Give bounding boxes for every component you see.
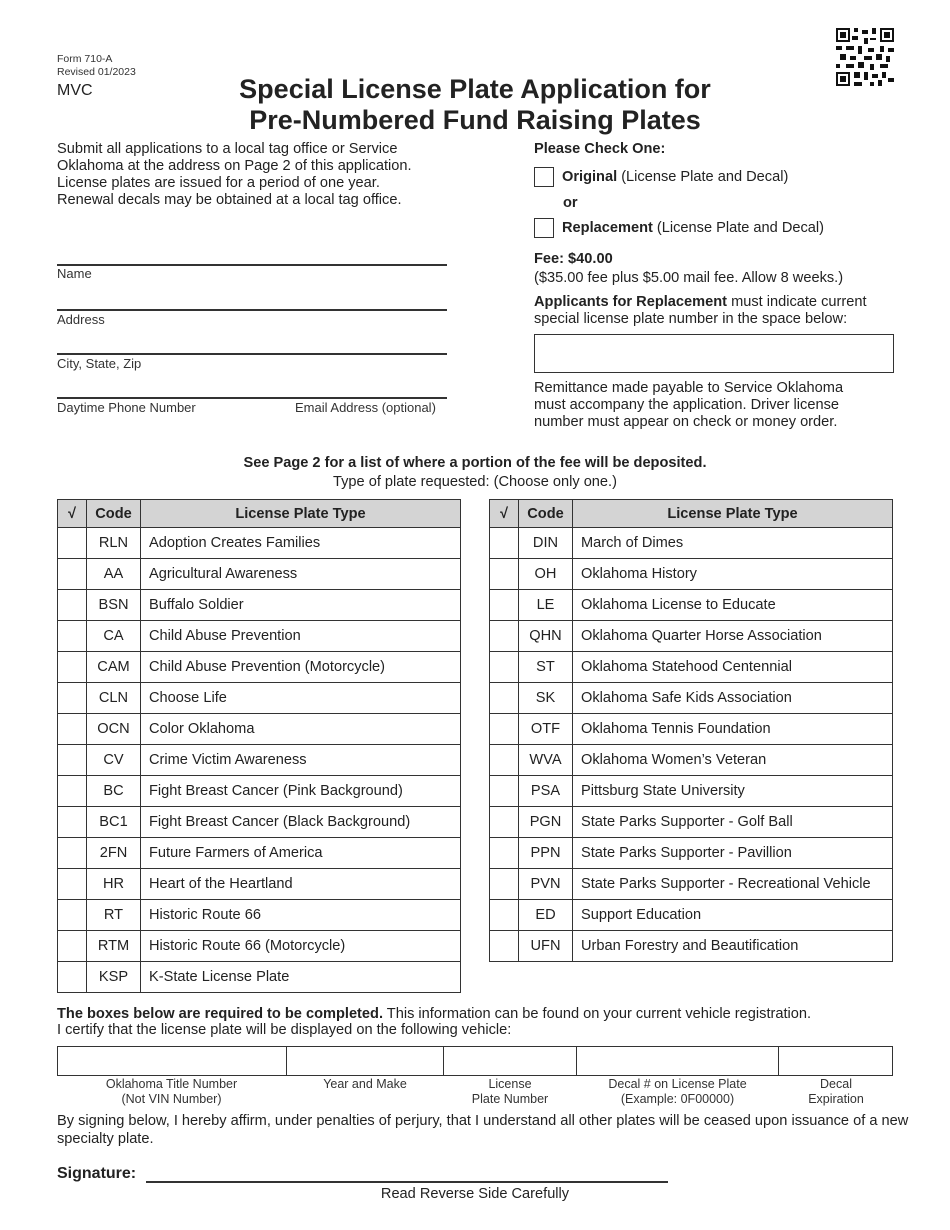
plate-code: LE [519, 590, 573, 621]
plate-row [58, 807, 461, 838]
plate-code: PVN [519, 869, 573, 900]
plate-code: RTM [87, 931, 141, 962]
plate-select-checkbox[interactable] [490, 714, 519, 745]
plate-row [58, 683, 461, 714]
plate-row [58, 528, 461, 559]
plate-code: RT [87, 900, 141, 931]
decal-number-label-line: (Example: 0F00000) [620, 1092, 735, 1106]
plate-row [58, 838, 461, 869]
plate-row [490, 683, 893, 714]
plate-type-name: K-State License Plate [141, 962, 461, 993]
plate-type-name: Agricultural Awareness [141, 559, 461, 590]
year-make-input[interactable] [287, 1047, 443, 1075]
plate-type-instruction: Type of plate requested: (Choose only one.) [333, 474, 617, 490]
city-state-zip-field[interactable] [57, 353, 447, 355]
plate-select-checkbox[interactable] [58, 590, 87, 621]
decal-expiration-input[interactable] [779, 1047, 893, 1075]
year-make-label [287, 1077, 443, 1092]
city-state-zip-label: City, State, Zip [57, 356, 142, 371]
title-line-1: Special License Plate Application for [239, 74, 711, 104]
plate-type-name: Child Abuse Prevention (Motorcycle) [141, 652, 461, 683]
plate-type-name: State Parks Supporter - Recreational Vehicle [573, 869, 893, 900]
plate-table-left [57, 499, 461, 993]
plate-type-name: State Parks Supporter - Golf Ball [573, 807, 893, 838]
plate-row [490, 838, 893, 869]
footer-note: Read Reverse Side Carefully [380, 1186, 570, 1202]
plate-code: UFN [519, 931, 573, 962]
plate-type-name: Urban Forestry and Beautification [573, 931, 893, 962]
plate-select-checkbox[interactable] [58, 900, 87, 931]
plate-type-name: Oklahoma Statehood Centennial [573, 652, 893, 683]
plate-number-label-line: Plate Number [471, 1092, 549, 1106]
plate-row [58, 931, 461, 962]
plate-type-name: Historic Route 66 (Motorcycle) [141, 931, 461, 962]
plate-type-name: Oklahoma Women’s Veteran [573, 745, 893, 776]
plate-code: SK [519, 683, 573, 714]
title-number-label-line: (Not VIN Number) [121, 1092, 222, 1106]
title-line-2: Pre-Numbered Fund Raising Plates [249, 105, 701, 135]
plate-row [490, 900, 893, 931]
plate-select-checkbox[interactable] [58, 807, 87, 838]
plate-type-name: Support Education [573, 900, 893, 931]
title-number-label-line: Oklahoma Title Number [105, 1077, 238, 1091]
plate-code: ST [519, 652, 573, 683]
plate-select-checkbox[interactable] [490, 931, 519, 962]
replacement-option [562, 220, 824, 236]
plate-row [58, 652, 461, 683]
plate-row [490, 652, 893, 683]
original-checkbox[interactable] [534, 167, 554, 187]
plate-type-name: State Parks Supporter - Pavillion [573, 838, 893, 869]
plate-row [490, 714, 893, 745]
replacement-label: Replacement [562, 220, 653, 236]
intro-line: License plates are issued for a period of one year. [57, 175, 380, 191]
plate-select-checkbox[interactable] [490, 807, 519, 838]
plate-select-checkbox[interactable] [490, 528, 519, 559]
plate-row [490, 807, 893, 838]
plate-number-label-line: License [488, 1077, 532, 1091]
phone-email-field[interactable] [57, 397, 447, 399]
form-id [57, 53, 136, 79]
plate-table-right [489, 499, 893, 962]
plate-row [58, 714, 461, 745]
plate-select-checkbox[interactable] [58, 776, 87, 807]
intro-line: Oklahoma at the address on Page 2 of this application. [57, 158, 412, 174]
required-bold: The boxes below are required to be completed. [57, 1006, 384, 1022]
check-column-header: √ [58, 500, 87, 528]
required-note [57, 1006, 917, 1038]
plate-select-checkbox[interactable] [58, 869, 87, 900]
remittance-line: number must appear on check or money order. [534, 414, 838, 430]
plate-code: OCN [87, 714, 141, 745]
plate-select-checkbox[interactable] [490, 869, 519, 900]
type-column-header: License Plate Type [141, 500, 461, 528]
plate-code: KSP [87, 962, 141, 993]
form-number: Form 710-A [57, 53, 113, 65]
remittance-line: must accompany the application. Driver license [534, 397, 839, 413]
name-label: Name [57, 266, 92, 281]
plate-type-name: March of Dimes [573, 528, 893, 559]
plate-code: AA [87, 559, 141, 590]
decal-expiration-label-line: Decal [820, 1077, 852, 1091]
plate-select-checkbox[interactable] [58, 559, 87, 590]
plate-row [58, 900, 461, 931]
remittance-note [534, 380, 904, 431]
original-label: Original [562, 169, 618, 185]
phone-label: Daytime Phone Number [57, 400, 196, 415]
intro-line: Submit all applications to a local tag office or Service [57, 141, 398, 157]
qr-code-icon [836, 28, 894, 86]
plate-type-name: Pittsburg State University [573, 776, 893, 807]
signature-field[interactable] [146, 1181, 668, 1183]
plate-code: WVA [519, 745, 573, 776]
plate-select-checkbox[interactable] [490, 652, 519, 683]
check-column-header: √ [490, 500, 519, 528]
plate-row [490, 621, 893, 652]
plate-type-name: Historic Route 66 [141, 900, 461, 931]
plate-code: PSA [519, 776, 573, 807]
plate-row [490, 590, 893, 621]
plate-code: BSN [87, 590, 141, 621]
required-text: This information can be found on your current vehicle registration. [383, 1006, 812, 1022]
plate-select-checkbox[interactable] [58, 931, 87, 962]
plate-type-name: Color Oklahoma [141, 714, 461, 745]
affirmation-text: By signing below, I hereby affirm, under penalties of perjury, that I understand all other plates will be ceased upon issuance of a new specialty plate. [57, 1113, 909, 1147]
plate-code: 2FN [87, 838, 141, 869]
plate-type-name: Heart of the Heartland [141, 869, 461, 900]
plate-select-checkbox[interactable] [490, 590, 519, 621]
plate-select-checkbox[interactable] [58, 714, 87, 745]
plate-type-name: Child Abuse Prevention [141, 621, 461, 652]
plate-type-name: Oklahoma History [573, 559, 893, 590]
plate-row [58, 962, 461, 993]
intro-line: Renewal decals may be obtained at a local tag office. [57, 192, 402, 208]
plate-row [490, 559, 893, 590]
plate-select-checkbox[interactable] [490, 559, 519, 590]
plate-row [490, 931, 893, 962]
plate-select-checkbox[interactable] [58, 745, 87, 776]
address-label: Address [57, 312, 105, 327]
plate-type-name: Oklahoma License to Educate [573, 590, 893, 621]
plate-code: CA [87, 621, 141, 652]
decal-number-label [577, 1077, 778, 1107]
plate-type-name: Oklahoma Quarter Horse Association [573, 621, 893, 652]
plate-row [490, 528, 893, 559]
plate-type-name: Fight Breast Cancer (Pink Background) [141, 776, 461, 807]
plate-number-input[interactable] [444, 1047, 576, 1075]
plate-code: BC1 [87, 807, 141, 838]
plate-code: DIN [519, 528, 573, 559]
plate-select-checkbox[interactable] [490, 621, 519, 652]
plate-row [58, 745, 461, 776]
plate-type-name: Buffalo Soldier [141, 590, 461, 621]
plate-number-label [444, 1077, 576, 1107]
plate-code: CV [87, 745, 141, 776]
plate-select-checkbox[interactable] [58, 838, 87, 869]
plate-select-checkbox[interactable] [490, 838, 519, 869]
current-plate-number-input[interactable] [534, 334, 894, 373]
or-text: or [563, 195, 578, 211]
decal-number-input[interactable] [577, 1047, 778, 1075]
plate-type-name: Future Farmers of America [141, 838, 461, 869]
decal-expiration-label [779, 1077, 893, 1107]
plate-select-checkbox[interactable] [490, 776, 519, 807]
type-column-header: License Plate Type [573, 500, 893, 528]
original-desc: (License Plate and Decal) [617, 169, 789, 185]
year-make-label-line: Year and Make [323, 1077, 407, 1091]
replacement-note [534, 294, 904, 327]
fee-amount: Fee: $40.00 [534, 251, 613, 267]
plate-code: CAM [87, 652, 141, 683]
replacement-checkbox[interactable] [534, 218, 554, 238]
plate-code: ED [519, 900, 573, 931]
plate-type-name: Oklahoma Safe Kids Association [573, 683, 893, 714]
remittance-line: Remittance made payable to Service Oklahoma [534, 380, 844, 396]
plate-select-checkbox[interactable] [490, 900, 519, 931]
email-label: Email Address (optional) [295, 400, 436, 415]
plate-type-name: Fight Breast Cancer (Black Background) [141, 807, 461, 838]
agency-code: MVC [57, 82, 93, 99]
replacement-desc: (License Plate and Decal) [652, 220, 825, 236]
plate-code: HR [87, 869, 141, 900]
form-revised: Revised 01/2023 [57, 66, 136, 78]
plate-row [490, 869, 893, 900]
plate-select-checkbox[interactable] [490, 683, 519, 714]
signature-label: Signature: [57, 1165, 137, 1182]
page-title [150, 74, 800, 136]
fee-note: ($35.00 fee plus $5.00 mail fee. Allow 8 weeks.) [534, 270, 844, 286]
plate-code: BC [87, 776, 141, 807]
plate-row [58, 776, 461, 807]
title-number-input[interactable] [57, 1047, 286, 1075]
plate-row [58, 590, 461, 621]
plate-row [490, 776, 893, 807]
decal-expiration-label-line: Expiration [808, 1092, 864, 1106]
code-column-header: Code [87, 500, 141, 528]
plate-select-checkbox[interactable] [58, 652, 87, 683]
code-column-header: Code [519, 500, 573, 528]
plate-type-name: Crime Victim Awareness [141, 745, 461, 776]
plate-code: PPN [519, 838, 573, 869]
check-one-heading: Please Check One: [534, 141, 666, 157]
plate-code: OTF [519, 714, 573, 745]
plate-select-checkbox[interactable] [58, 528, 87, 559]
plate-code: OH [519, 559, 573, 590]
title-number-label [57, 1077, 286, 1107]
plate-row [58, 869, 461, 900]
certify-text: I certify that the license plate will be displayed on the following vehicle: [57, 1022, 512, 1038]
plate-select-checkbox[interactable] [58, 621, 87, 652]
original-option [562, 169, 788, 185]
replacement-note-text: must indicate current special license plate number in the space below: [534, 294, 867, 327]
see-page-2-note: See Page 2 for a list of where a portion of the fee will be deposited. [243, 455, 707, 471]
plate-type-name: Adoption Creates Families [141, 528, 461, 559]
replacement-note-bold: Applicants for Replacement [534, 294, 728, 310]
plate-select-checkbox[interactable] [58, 683, 87, 714]
plate-code: PGN [519, 807, 573, 838]
plate-row [58, 621, 461, 652]
decal-number-label-line: Decal # on License Plate [608, 1077, 747, 1091]
intro-text [57, 141, 457, 209]
plate-select-checkbox[interactable] [490, 745, 519, 776]
plate-type-name: Oklahoma Tennis Foundation [573, 714, 893, 745]
plate-code: RLN [87, 528, 141, 559]
plate-row [58, 559, 461, 590]
plate-row [490, 745, 893, 776]
plate-code: CLN [87, 683, 141, 714]
plate-select-checkbox[interactable] [58, 962, 87, 993]
plate-code: QHN [519, 621, 573, 652]
plate-type-name: Choose Life [141, 683, 461, 714]
name-field[interactable] [57, 264, 447, 266]
address-field[interactable] [57, 309, 447, 311]
